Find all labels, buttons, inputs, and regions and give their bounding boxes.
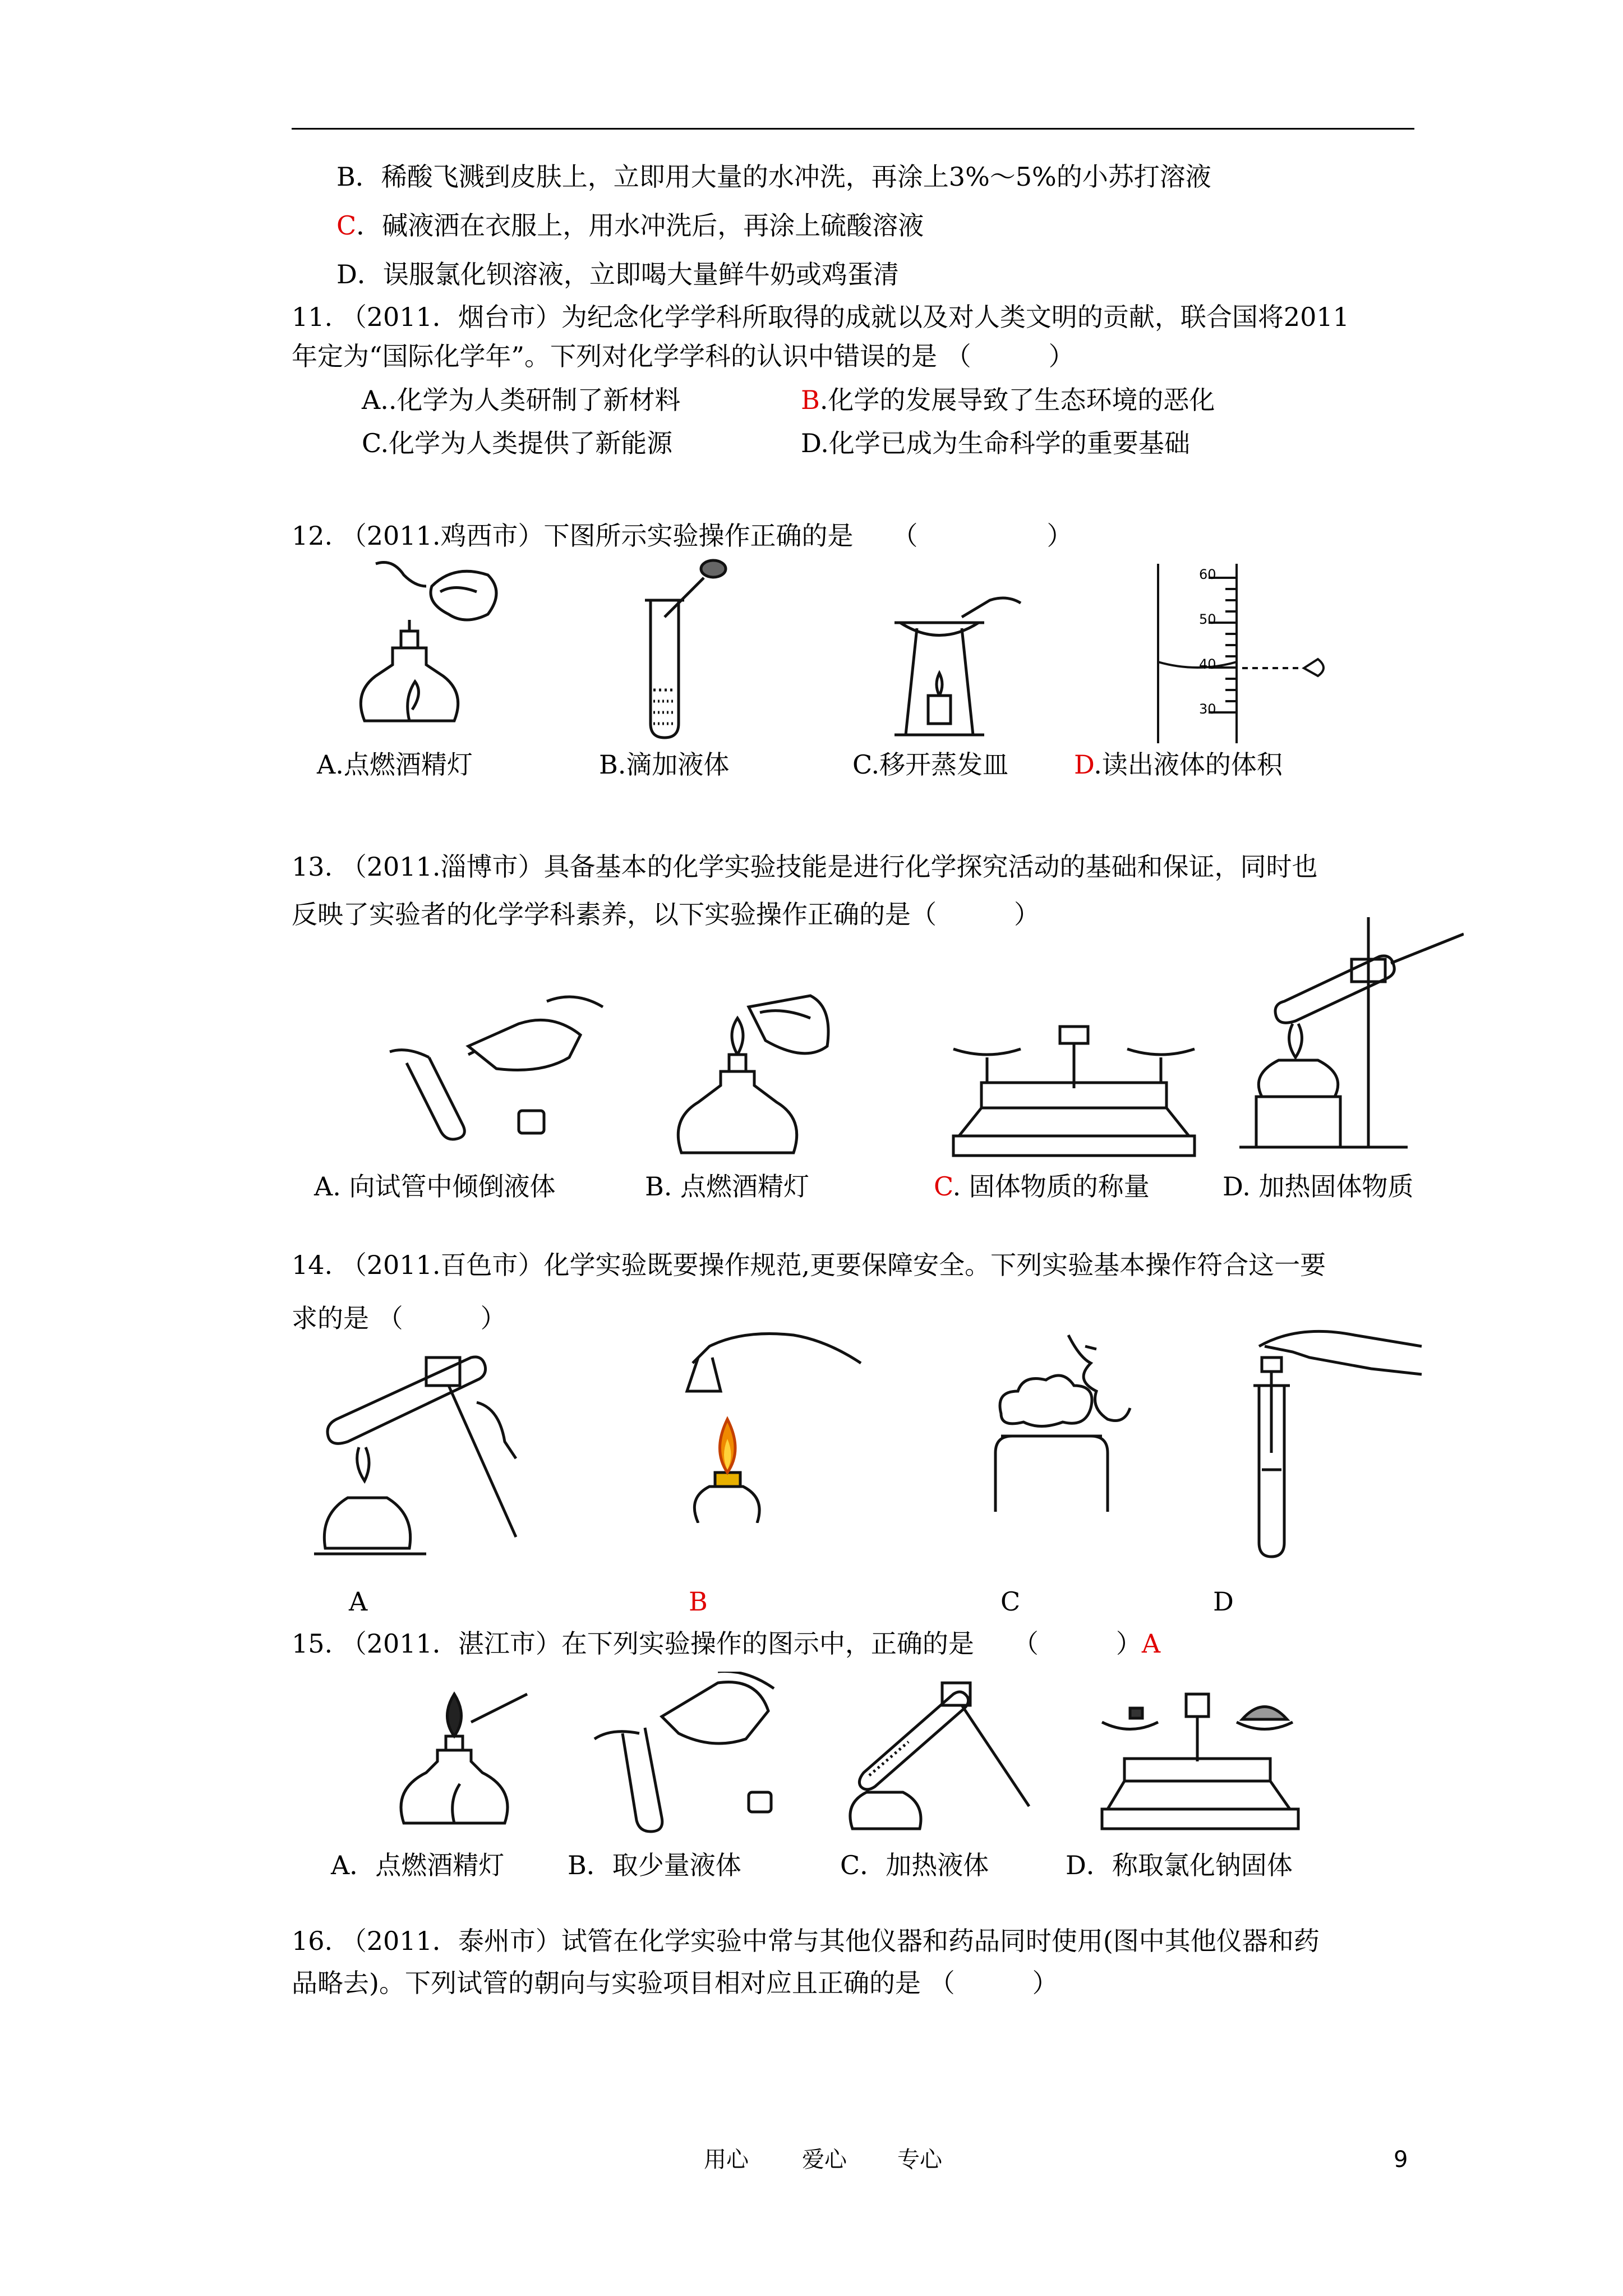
- q13-caption-c: [934, 1170, 1150, 1203]
- q14-figure-a-heat-tube: [314, 1346, 550, 1565]
- q12-tick-50: 50: [1199, 611, 1216, 627]
- q11-stem-line1: 11. （2011．烟台市）为纪念化学学科所取得的成就以及对人类文明的贡献，联合国将2011: [292, 302, 1349, 332]
- q10-option-c: [336, 209, 924, 242]
- q12-figure-a-alcohol-lamp: [342, 553, 510, 738]
- q10-option-c-text: ．碱液洒在衣服上，用水冲洗后，再涂上硫酸溶液: [356, 210, 924, 241]
- q15-stem: [292, 1627, 1160, 1660]
- footer-motto-3: 专心: [897, 2147, 942, 2173]
- q13-stem-line1: 13. （2011.淄博市）具备基本的化学实验技能是进行化学探究活动的基础和保证，同时也: [292, 852, 1318, 882]
- q10-option-d: D．误服氯化钡溶液，立即喝大量鲜牛奶或鸡蛋清: [336, 259, 899, 289]
- q15-caption-b: B．取少量液体: [568, 1850, 741, 1880]
- q13-caption-a: A. 向试管中倾倒液体: [314, 1171, 556, 1202]
- q13-figure-d-heat-solid: [1239, 912, 1464, 1158]
- q10-option-b: B．稀酸飞溅到皮肤上，立即用大量的水冲洗，再涂上3%～5%的小苏打溶液: [336, 162, 1211, 192]
- q14-label-b: B: [689, 1586, 708, 1617]
- q12-caption-c: C.移开蒸发皿: [852, 749, 1009, 780]
- q15-caption-c: C．加热液体: [840, 1850, 989, 1880]
- q12-caption-d-letter: D: [1074, 749, 1094, 780]
- q11-option-a: A..化学为人类研制了新材料: [362, 385, 681, 415]
- q12-stem: 12. （2011.鸡西市）下图所示实验操作正确的是 （ ）: [292, 521, 1073, 551]
- q12-tick-30: 30: [1199, 701, 1216, 717]
- q15-figure-b-take-liquid: [589, 1672, 796, 1834]
- header-rule: [292, 128, 1414, 130]
- q14-figure-b-lamp-and-hand: [659, 1313, 866, 1523]
- q12-tick-40: 40: [1199, 656, 1216, 672]
- q16-stem-line1: 16. （2011．泰州市）试管在化学实验中常与其他仪器和药品同时使用(图中其他仪器和药: [292, 1926, 1320, 1956]
- q13-figure-b-light-lamp: [665, 973, 844, 1158]
- q11-option-d: D.化学已成为生命科学的重要基础: [801, 428, 1190, 458]
- q12-tick-60: 60: [1199, 567, 1216, 582]
- footer-motto-1: 用心: [704, 2147, 749, 2173]
- q13-figure-a-pour-liquid: [384, 990, 608, 1158]
- q14-stem-line2: 求的是 （ ）: [292, 1303, 506, 1333]
- q15-caption-d: D．称取氯化钠固体: [1066, 1850, 1293, 1880]
- q15-answer: A: [1141, 1628, 1161, 1659]
- q12-figure-d-graduated-cylinder: [1147, 564, 1332, 743]
- q14-figure-d-dropper-tube: [1242, 1313, 1427, 1559]
- q10-option-c-letter: C: [336, 210, 357, 241]
- q15-figure-d-weigh-salt: [1096, 1683, 1304, 1832]
- q11-option-b-letter: B: [801, 385, 820, 415]
- q12-caption-d-text: .读出液体的体积: [1094, 749, 1283, 780]
- q15-stem-text: 15. （2011．湛江市）在下列实验操作的图示中，正确的是 （ ）: [292, 1628, 1142, 1659]
- q12-caption-a: A.点燃酒精灯: [317, 749, 473, 780]
- q14-stem-line1: 14. （2011.百色市）化学实验既要操作规范,更要保障安全。下列实验基本操作符合这一要: [292, 1250, 1326, 1280]
- q13-caption-b: B. 点燃酒精灯: [645, 1171, 810, 1202]
- q15-caption-a: A．点燃酒精灯: [331, 1850, 505, 1880]
- q13-caption-d: D. 加热固体物质: [1223, 1171, 1414, 1202]
- q11-stem-line2: 年定为“国际化学年”。下列对化学学科的认识中错误的是 （ ）: [292, 341, 1075, 371]
- footer-motto-2: 爱心: [802, 2147, 847, 2173]
- q11-option-b-text: .化学的发展导致了生态环境的恶化: [819, 385, 1215, 415]
- q13-caption-c-text: . 固体物质的称量: [952, 1171, 1150, 1202]
- q14-figure-c-smell-gas: [979, 1324, 1147, 1512]
- q11-option-c: C.化学为人类提供了新能源: [362, 428, 673, 458]
- q13-stem-line2: 反映了实验者的化学学科素养，以下实验操作正确的是（ ）: [292, 899, 1040, 930]
- q15-figure-c-heat-liquid: [841, 1672, 1032, 1832]
- q14-label-c: C: [1000, 1586, 1021, 1617]
- q13-caption-c-letter: C: [934, 1171, 953, 1202]
- q14-label-a: A: [349, 1586, 368, 1617]
- q12-caption-b: B.滴加液体: [599, 749, 730, 780]
- q12-figure-b-dropper: [639, 555, 735, 743]
- q12-figure-c-evaporating-dish: [883, 583, 1023, 740]
- q13-figure-c-balance: [948, 1015, 1200, 1158]
- q16-stem-line2: 品略去)。下列试管的朝向与实验项目相对应且正确的是 （ ）: [292, 1968, 1058, 1998]
- q15-figure-a-light-lamp: [393, 1688, 538, 1829]
- page-number: 9: [1394, 2147, 1408, 2173]
- q12-caption-d: [1074, 748, 1283, 781]
- q11-option-b: [801, 383, 1215, 417]
- q14-label-d: D: [1213, 1586, 1234, 1617]
